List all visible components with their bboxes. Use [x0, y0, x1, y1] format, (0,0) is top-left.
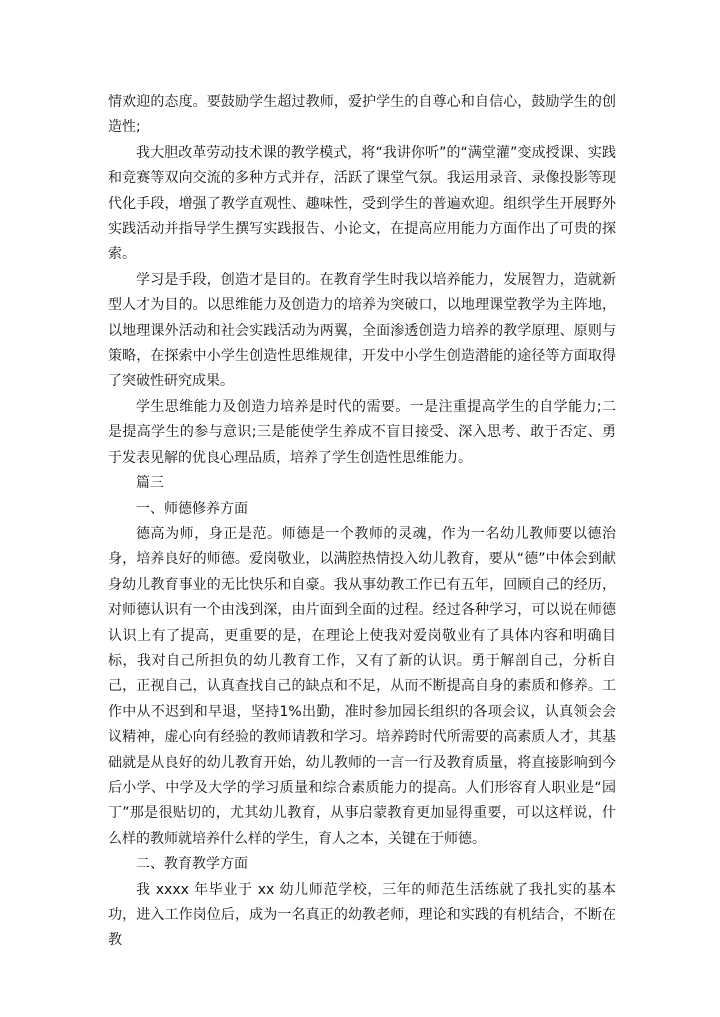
paragraph-graduation: 我 xxxx 年毕业于 xx 幼儿师范学校，三年的师范生活练就了我扎实的基本功，进入工作岗位后，成为一名真正的幼教老师，理论和实践的有机结合，不断在教 [108, 881, 616, 949]
paragraph-thinking-ability: 学生思维能力及创造力培养是时代的需要。一是注重提高学生的自学能力;二是提高学生的参与意识;三是能使学生养成不盲目接受、深入思考、敢于否定、勇于发表见解的优良心理品质，培养了学生创造性思维能力。 [108, 398, 616, 466]
section-heading-teaching: 二、教育教学方面 [136, 856, 248, 873]
section-heading-ethics: 一、师德修养方面 [136, 500, 248, 517]
paragraph-creativity-goal: 学习是手段，创造才是目的。在教育学生时我以培养能力，发展智力，造就新型人才为目的。以思维能力及创造力的培养为突破口，以地理课堂教学为主阵地，以地理课外活动和社会实践活动为两翼，全面渗透创造力培养的教学原理、原则与策略，在探索中小学生创造性思维规律，开发中小学生创造潜能的途径等方面取得了突破性研究成果。 [108, 271, 616, 390]
paragraph-teacher-ethics: 德高为师，身正是范。师德是一个教师的灵魂，作为一名幼儿教师要以德治身，培养良好的师德。爱岗敬业，以满腔热情投入幼儿教育，要从“德”中体会到献身幼儿教育事业的无比快乐和自豪。我从事幼教工作已有五年，回顾自己的经历，对师德认识有一个由浅到深，由片面到全面的过程。经过各种学习，可以说在师德认识上有了提高，更重要的是，在理论上使我对爱岗敬业有了具体内容和明确目标，我对自己所担负的幼儿教育工作，又有了新的认识。勇于解剖自己，分析自己，正视自己，认真查找自己的缺点和不足，从而不断提高自身的素质和修养。工作中从不迟到和早退，坚持1%出勤，准时参加园长组织的各项会议，认真领会会议精神，虚心向有经验的教师请教和学习。培养跨时代所需要的高素质人才，其基础就是从良好的幼儿教育开始，幼儿教师的一言一行及教育质量，将直接影响到今后小学、中学及大学的学习质量和综合素质能力的提高。人们形容育人职业是“园丁”那是很贴切的，尤其幼儿教育，从事启蒙教育更加显得重要，可以这样说，什么样的教师就培养什么样的学生，育人之本，关键在于师德。 [108, 525, 616, 847]
paragraph-continuation: 情欢迎的态度。要鼓励学生超过教师，爱护学生的自尊心和自信心，鼓励学生的创造性; [108, 94, 616, 136]
document-page [108, 90, 616, 954]
paragraph-teaching-reform: 我大胆改革劳动技术课的教学模式，将“我讲你听”的“满堂灌”变成授课、实践和竞赛等双向交流的多种方式并存，活跃了课堂气氛。我运用录音、录像投影等现代化手段，增强了教学直观性、趣味性，受到学生的普遍欢迎。组织学生开展野外实践活动并指导学生撰写实践报告、小论文，在提高应用能力方面作出了可贵的探索。 [108, 144, 616, 263]
section-title-part-three: 篇三 [136, 475, 164, 492]
